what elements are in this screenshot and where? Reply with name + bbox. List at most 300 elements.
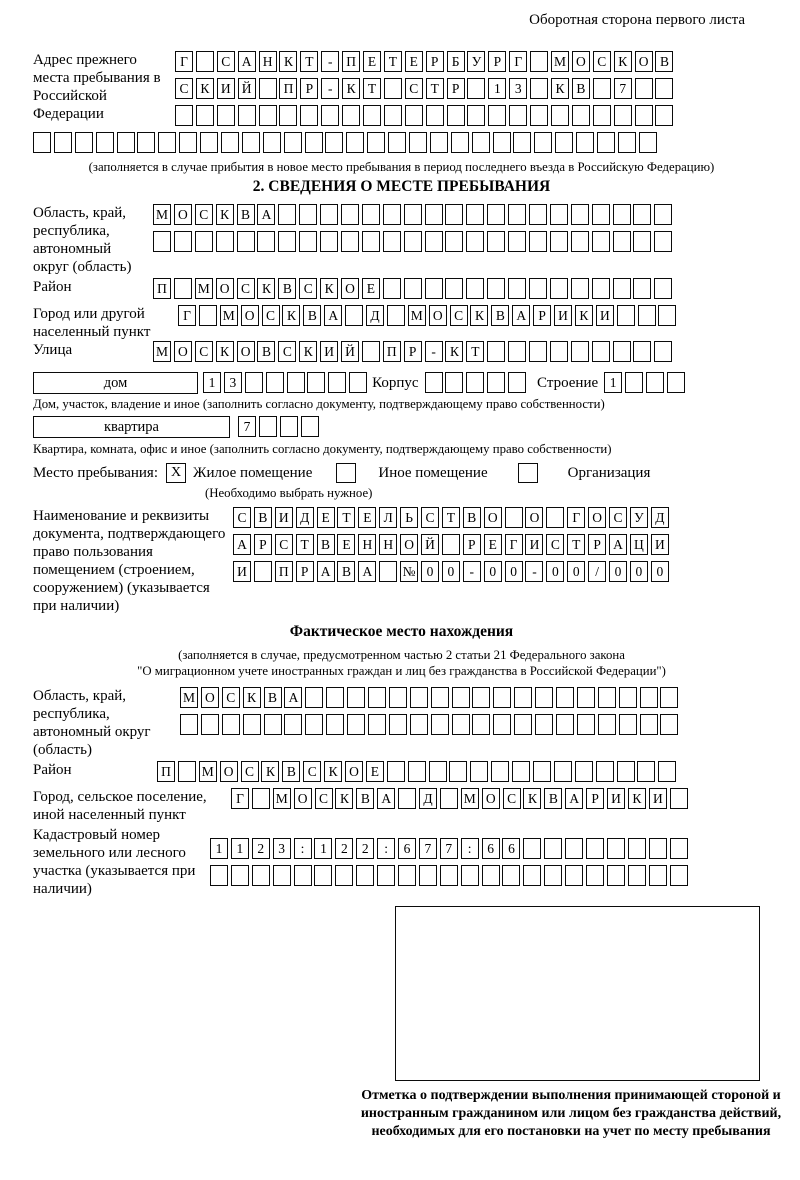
char-cell: Е (405, 51, 423, 72)
char-cell (231, 865, 249, 886)
char-cell (349, 372, 367, 393)
field-region (33, 204, 800, 276)
char-cell: Е (317, 507, 335, 528)
field-city-2 (33, 788, 800, 824)
char-cell: А (257, 204, 275, 225)
char-cell (451, 132, 469, 153)
char-cell (328, 372, 346, 393)
char-cell (572, 105, 590, 126)
char-cell (508, 204, 526, 225)
section2-title: 2. СВЕДЕНИЯ О МЕСТЕ ПРЕБЫВАНИЯ (252, 178, 551, 195)
char-cell (216, 231, 234, 252)
char-cell: И (217, 78, 235, 99)
char-cell (550, 204, 568, 225)
char-cell: А (377, 788, 395, 809)
char-cell: : (461, 838, 479, 859)
char-cell (493, 714, 511, 735)
char-cell: П (153, 278, 171, 299)
char-cell: В (257, 341, 275, 362)
stamp-box (395, 906, 760, 1081)
char-cell (530, 51, 548, 72)
char-cell (592, 204, 610, 225)
char-cell: № (400, 561, 418, 582)
field-label-city: Город или другой населенный пункт (33, 306, 151, 340)
char-cell: С (503, 788, 521, 809)
char-cell (529, 278, 547, 299)
char-cell (405, 105, 423, 126)
char-cell (472, 687, 490, 708)
char-cell: О (220, 761, 238, 782)
char-cell (264, 714, 282, 735)
korpus-label: Корпус (372, 375, 419, 391)
char-cell (320, 231, 338, 252)
district-cells (153, 278, 800, 305)
char-cell (633, 278, 651, 299)
char-cell: О (241, 305, 259, 326)
stroenie-label: Строение (537, 375, 599, 391)
char-cell: В (572, 78, 590, 99)
char-cell: В (491, 305, 509, 326)
district-2-cells (157, 761, 800, 788)
char-row (153, 231, 800, 253)
char-cell (321, 105, 339, 126)
option-organization-label: Организация (567, 465, 651, 481)
field-label-city-2: Город, сельское поселение, иной населенный пункт (33, 789, 207, 823)
field-label-cadastral: Кадастровый номер земельного или лесного участка (указывается при наличии) (33, 827, 196, 897)
stay-type-row (33, 462, 800, 484)
char-cell: С (175, 78, 193, 99)
field-street (33, 341, 800, 368)
char-cell (178, 761, 196, 782)
char-row (425, 372, 529, 394)
char-row (233, 534, 800, 556)
char-cell: : (294, 838, 312, 859)
char-cell: М (153, 204, 171, 225)
char-cell: И (649, 788, 667, 809)
char-cell: Р (300, 78, 318, 99)
char-cell: 1 (488, 78, 506, 99)
char-cell (535, 714, 553, 735)
char-cell: О (635, 51, 653, 72)
actual-location-note-1: (заполняется в случае, предусмотренном частью 2 статьи 21 Федерального закона (178, 648, 625, 662)
char-cell: 2 (356, 838, 374, 859)
char-cell: Т (384, 51, 402, 72)
char-cell (472, 714, 490, 735)
char-cell: И (596, 305, 614, 326)
char-cell (314, 865, 332, 886)
char-cell: Й (238, 78, 256, 99)
char-cell: - (525, 561, 543, 582)
char-cell (493, 687, 511, 708)
char-cell: 6 (482, 838, 500, 859)
apartment-box: квартира (33, 416, 230, 438)
char-cell: - (425, 341, 443, 362)
char-cell (326, 714, 344, 735)
char-cell (635, 105, 653, 126)
char-cell: К (216, 204, 234, 225)
char-cell: О (400, 534, 418, 555)
char-cell: К (342, 78, 360, 99)
char-cell (284, 714, 302, 735)
char-cell: К (196, 78, 214, 99)
char-cell: - (321, 78, 339, 99)
char-cell (430, 132, 448, 153)
char-cell (655, 78, 673, 99)
char-cell (613, 204, 631, 225)
char-cell (577, 687, 595, 708)
char-cell: Т (363, 78, 381, 99)
char-cell: Е (366, 761, 384, 782)
char-cell (222, 714, 240, 735)
char-cell (633, 341, 651, 362)
char-cell (449, 761, 467, 782)
char-cell: Р (588, 534, 606, 555)
char-cell (523, 838, 541, 859)
char-cell (238, 105, 256, 126)
char-cell: Н (379, 534, 397, 555)
char-cell: К (257, 278, 275, 299)
char-cell: И (320, 341, 338, 362)
char-row (233, 507, 800, 529)
char-cell (180, 714, 198, 735)
char-cell (153, 231, 171, 252)
char-row (153, 204, 800, 226)
char-row (153, 278, 800, 300)
char-cell (299, 231, 317, 252)
char-cell: С (315, 788, 333, 809)
char-cell: М (153, 341, 171, 362)
char-cell (635, 78, 653, 99)
char-cell (592, 341, 610, 362)
char-cell: Р (488, 51, 506, 72)
char-cell (565, 865, 583, 886)
char-cell (513, 132, 531, 153)
char-cell (335, 865, 353, 886)
char-row (233, 561, 800, 583)
char-cell: И (554, 305, 572, 326)
char-cell: О (525, 507, 543, 528)
char-cell (658, 761, 676, 782)
char-cell (654, 231, 672, 252)
char-cell: К (320, 278, 338, 299)
char-cell: 0 (630, 561, 648, 582)
char-cell (158, 132, 176, 153)
char-cell (670, 865, 688, 886)
char-cell (670, 788, 688, 809)
char-cell (440, 788, 458, 809)
char-cell: Д (366, 305, 384, 326)
option-residential-label: Жилое помещение (193, 465, 313, 481)
char-cell: П (342, 51, 360, 72)
char-cell (346, 132, 364, 153)
char-cell (263, 132, 281, 153)
char-cell (466, 278, 484, 299)
field-doc (33, 507, 800, 615)
char-cell (452, 687, 470, 708)
char-cell (488, 105, 506, 126)
char-cell: Ц (630, 534, 648, 555)
char-cell: Д (296, 507, 314, 528)
char-cell: С (262, 305, 280, 326)
char-cell (217, 105, 235, 126)
char-cell (383, 231, 401, 252)
char-cell: К (261, 761, 279, 782)
char-row (203, 372, 370, 394)
char-cell: 3 (224, 372, 242, 393)
char-cell (301, 416, 319, 437)
char-cell (550, 231, 568, 252)
char-cell (96, 132, 114, 153)
char-cell (655, 105, 673, 126)
char-cell (368, 714, 386, 735)
char-cell (575, 761, 593, 782)
char-cell: Е (358, 507, 376, 528)
char-cell (508, 341, 526, 362)
char-cell (640, 687, 658, 708)
char-cell (425, 204, 443, 225)
char-cell: 0 (546, 561, 564, 582)
char-cell (341, 231, 359, 252)
actual-location-title: Фактическое место нахождения (289, 623, 514, 640)
char-cell: Е (363, 51, 381, 72)
char-cell (571, 278, 589, 299)
char-cell: А (317, 561, 335, 582)
char-cell (409, 132, 427, 153)
char-cell (387, 761, 405, 782)
char-row (210, 838, 800, 860)
char-row (175, 105, 800, 127)
char-cell: Т (442, 507, 460, 528)
char-cell: - (321, 51, 339, 72)
char-cell (379, 561, 397, 582)
char-cell: 0 (567, 561, 585, 582)
char-cell: О (174, 204, 192, 225)
char-cell: 1 (210, 838, 228, 859)
checkbox-other-premises (336, 463, 356, 483)
char-cell (466, 372, 484, 393)
char-cell (617, 761, 635, 782)
char-cell (284, 132, 302, 153)
char-cell: М (180, 687, 198, 708)
char-cell (660, 687, 678, 708)
char-cell (619, 714, 637, 735)
char-cell (363, 105, 381, 126)
char-cell (550, 278, 568, 299)
char-row (175, 78, 800, 100)
char-cell (487, 231, 505, 252)
char-cell (467, 78, 485, 99)
char-cell: О (201, 687, 219, 708)
house-note: Дом, участок, владение и иное (заполнить согласно документу, подтверждающему право собственности) (33, 397, 605, 411)
char-cell (431, 714, 449, 735)
char-cell (508, 278, 526, 299)
char-cell (278, 231, 296, 252)
char-cell (307, 372, 325, 393)
char-row (238, 416, 322, 438)
char-cell: С (546, 534, 564, 555)
field-district (33, 278, 800, 305)
char-cell (429, 761, 447, 782)
char-cell: О (345, 761, 363, 782)
char-cell: М (220, 305, 238, 326)
char-cell (592, 231, 610, 252)
char-cell (54, 132, 72, 153)
char-cell (305, 687, 323, 708)
char-cell (75, 132, 93, 153)
char-cell: А (238, 51, 256, 72)
char-cell (368, 687, 386, 708)
char-cell: 7 (440, 838, 458, 859)
char-cell: А (324, 305, 342, 326)
char-cell (556, 687, 574, 708)
char-cell: С (278, 341, 296, 362)
char-cell: Т (300, 51, 318, 72)
char-cell (201, 714, 219, 735)
char-cell (384, 78, 402, 99)
char-cell (388, 132, 406, 153)
char-cell: О (294, 788, 312, 809)
char-cell: 0 (651, 561, 669, 582)
char-cell: В (254, 507, 272, 528)
char-cell (633, 231, 651, 252)
char-cell: 6 (502, 838, 520, 859)
char-cell (613, 231, 631, 252)
char-cell (551, 105, 569, 126)
char-cell: М (195, 278, 213, 299)
char-cell (613, 278, 631, 299)
region-2-cells (180, 687, 800, 741)
char-cell: С (233, 507, 251, 528)
char-cell (347, 714, 365, 735)
char-cell (362, 341, 380, 362)
stamp-caption: Отметка о подтверждении выполнения принимающей стороной и иностранным гражданином или лицом без гражданства действий, необходимых для его постановки на учет по месту пребывания (360, 1088, 782, 1139)
char-cell (431, 687, 449, 708)
char-cell: / (588, 561, 606, 582)
char-row (604, 372, 688, 394)
char-cell (398, 865, 416, 886)
doc-cells (233, 507, 800, 588)
char-cell: И (233, 561, 251, 582)
char-cell: С (195, 204, 213, 225)
char-cell: П (157, 761, 175, 782)
char-row (210, 865, 800, 887)
char-cell (259, 78, 277, 99)
char-cell: О (572, 51, 590, 72)
char-cell: В (278, 278, 296, 299)
char-cell: А (358, 561, 376, 582)
char-cell: 0 (505, 561, 523, 582)
char-cell: И (525, 534, 543, 555)
char-cell (505, 507, 523, 528)
char-cell: И (651, 534, 669, 555)
char-cell: С (593, 51, 611, 72)
char-cell (598, 687, 616, 708)
field-district-2 (33, 761, 800, 788)
char-cell (491, 761, 509, 782)
char-cell: Р (254, 534, 272, 555)
char-cell: Р (586, 788, 604, 809)
char-cell: Т (296, 534, 314, 555)
char-cell: К (470, 305, 488, 326)
field-prev-address (33, 51, 800, 132)
char-cell (257, 231, 275, 252)
char-cell (425, 278, 443, 299)
char-cell: - (463, 561, 481, 582)
cadastral-cells (210, 838, 800, 892)
char-cell: В (463, 507, 481, 528)
char-cell (442, 534, 460, 555)
char-cell: П (275, 561, 293, 582)
char-cell (278, 204, 296, 225)
char-cell (345, 305, 363, 326)
char-cell: К (299, 341, 317, 362)
street-cells (153, 341, 800, 368)
char-cell: Б (447, 51, 465, 72)
char-cell: В (282, 761, 300, 782)
checkbox-residential: X (166, 463, 186, 483)
char-cell (425, 231, 443, 252)
apartment-row (33, 416, 800, 438)
char-cell (586, 865, 604, 886)
char-cell: У (467, 51, 485, 72)
stay-type-label: Место пребывания: (33, 465, 158, 481)
char-cell: К (335, 788, 353, 809)
char-cell (367, 132, 385, 153)
char-cell: 1 (203, 372, 221, 393)
char-cell (660, 714, 678, 735)
char-cell: Р (533, 305, 551, 326)
field-label-prev-address: Адрес прежнего места пребывания в Российской Федерации (33, 52, 161, 122)
char-cell (565, 838, 583, 859)
char-cell: Г (509, 51, 527, 72)
char-cell (466, 204, 484, 225)
char-row (231, 788, 800, 810)
char-cell (555, 132, 573, 153)
char-cell: К (628, 788, 646, 809)
char-cell (592, 278, 610, 299)
char-cell: Г (178, 305, 196, 326)
char-cell: Л (379, 507, 397, 528)
char-row (153, 341, 800, 363)
char-cell: В (544, 788, 562, 809)
char-cell: Й (421, 534, 439, 555)
char-cell (598, 714, 616, 735)
char-cell: И (275, 507, 293, 528)
char-cell (259, 416, 277, 437)
char-cell: С (222, 687, 240, 708)
char-cell: А (565, 788, 583, 809)
char-cell: 0 (442, 561, 460, 582)
char-cell: В (337, 561, 355, 582)
char-row (175, 51, 800, 73)
char-cell: 3 (273, 838, 291, 859)
char-cell (200, 132, 218, 153)
char-cell: С (450, 305, 468, 326)
char-cell (425, 372, 443, 393)
char-cell (199, 305, 217, 326)
char-cell: М (199, 761, 217, 782)
char-cell (305, 714, 323, 735)
char-cell (245, 372, 263, 393)
char-cell: Й (341, 341, 359, 362)
char-cell: Г (567, 507, 585, 528)
char-cell: В (237, 204, 255, 225)
char-cell: К (614, 51, 632, 72)
char-cell (410, 714, 428, 735)
char-cell: Е (362, 278, 380, 299)
char-cell: О (588, 507, 606, 528)
char-cell (658, 305, 676, 326)
